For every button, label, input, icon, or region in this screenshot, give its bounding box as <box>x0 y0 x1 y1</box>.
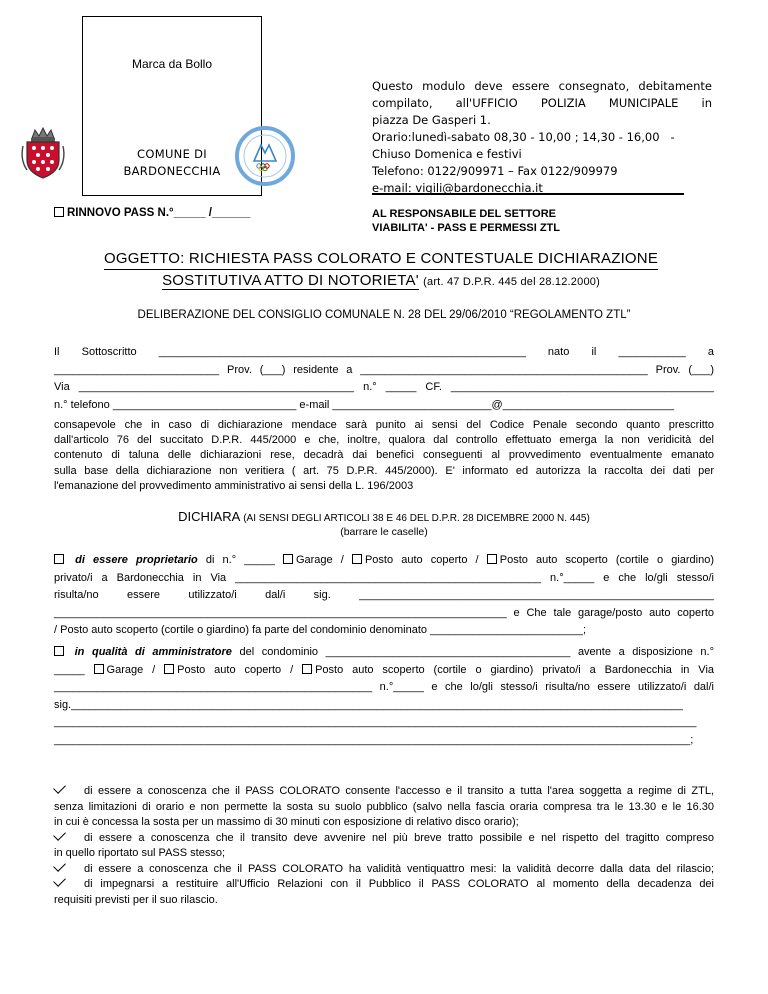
declaration-item <box>54 784 714 800</box>
subject-line2-wrap <box>104 270 658 293</box>
renewal-checkbox[interactable] <box>54 207 64 217</box>
declaration-line: in quello riportato sul PASS stesso; <box>54 847 225 859</box>
owner-line5[interactable]: / Posto auto scoperto (cortile o giardino) fa parte del condominio denominato _________________________; <box>54 624 587 636</box>
owner-line1 <box>54 552 714 570</box>
declaration-item <box>54 862 714 878</box>
owner-uncovered-label: Posto auto scoperto (cortile o giardino) <box>499 554 715 566</box>
info-line: Orario:lunedì-sabato 08,30 - 10,00 ; 14,30 - 16,00 - <box>372 130 675 144</box>
admin-garage-checkbox[interactable] <box>94 664 104 674</box>
owner-section[interactable] <box>54 552 714 640</box>
admin-uncovered-checkbox[interactable] <box>302 664 312 674</box>
declaration-text: di essere a conoscenza che il PASS COLORATO consente l'accesso e il transito a tutta l'area soggetta a regime di ZTL, <box>84 785 714 797</box>
recipient-line2: VIABILITA' - PASS E PERMESSI ZTL <box>372 222 560 234</box>
checkmark-icon <box>53 859 66 872</box>
municipality-line2: BARDONECCHIA <box>123 164 221 178</box>
declares-reference: (AI SENSI DEGLI ARTICOLI 38 E 46 DEL D.P.R. 28 DICEMBRE 2000 N. 445) <box>243 513 590 524</box>
declares-title: DICHIARA <box>178 509 240 524</box>
recipient-line1: AL RESPONSABILE DEL SETTORE <box>372 208 556 220</box>
admin-condominium-field[interactable]: del condominio ________________________________________ avente a disposizione n.° <box>239 646 714 658</box>
admin-uncovered-label: Posto auto scoperto (cortile o giardino) privato/i a Bardonecchia in Via <box>315 663 715 676</box>
owner-line2[interactable]: privato/i a Bardonecchia in Via __________________________________________________ n.°_____ e che lo/gli stesso/i <box>54 571 714 584</box>
admin-covered-checkbox[interactable] <box>164 664 174 674</box>
declarations-list <box>54 784 714 908</box>
declaration-item <box>54 831 714 847</box>
subject-line2: SOSTITUTIVA ATTO DI NOTORIETA' <box>162 272 419 289</box>
form-line[interactable]: Via _____________________________________________ n.° _____ CF. ___________________________________________ <box>54 381 714 393</box>
subject-heading <box>104 248 658 293</box>
owner-line4[interactable]: __________________________________________________________________________ e Che tale garage/posto auto coperto <box>54 606 714 619</box>
admin-line3[interactable]: ____________________________________________________ n.°_____ e che lo/gli stesso/i risulta/no essere utilizzato/i dal/i <box>54 681 714 693</box>
recipient-block <box>372 207 560 235</box>
info-line: piazza De Gasperi 1. <box>372 113 491 127</box>
municipality-line1: COMUNE DI <box>137 147 207 161</box>
admin-garage-label: Garage / <box>106 663 156 676</box>
stamp-label: Marca da Bollo <box>131 57 213 71</box>
deliberation-line: DELIBERAZIONE DEL CONSIGLIO COMUNALE N. 28 DEL 29/06/2010 “REGOLAMENTO ZTL” <box>137 309 631 321</box>
checkmark-icon <box>53 828 66 841</box>
admin-covered-label: Posto auto coperto / <box>177 663 294 676</box>
renewal-label: RINNOVO PASS N.°_____ /______ <box>67 207 251 219</box>
olympic-seal-logo-icon <box>232 125 298 187</box>
info-line: Chiuso Domenica e festivi <box>372 147 522 161</box>
personal-data-form[interactable] <box>54 344 714 414</box>
subject-reference: (art. 47 D.P.R. 445 del 28.12.2000) <box>423 276 600 288</box>
declaration-text: di essere a conoscenza che il PASS COLORATO ha validità ventiquattro mesi: la validità decorre dalla data del rilascio; <box>84 862 714 875</box>
form-line[interactable]: ___________________________ Prov. (___) residente a _______________________________________________ Prov. (___) <box>54 363 714 376</box>
admin-line2 <box>54 662 714 680</box>
declaration-item <box>54 877 714 893</box>
declaration-text: di impegnarsi a restituire all'Ufficio Relazioni con il Pubblico il PASS COLORATO al momento della decadenza dei <box>84 878 714 890</box>
tick-boxes-note: (barrare le caselle) <box>340 526 428 538</box>
info-line: Questo modulo deve essere consegnato, debitamente <box>372 79 712 93</box>
form-line[interactable]: n.° telefono ______________________________ e-mail __________________________@____________________________ <box>54 398 674 411</box>
declaration-text: di essere a conoscenza che il transito deve avvenire nel più breve tratto possibile e nel rispetto del tragitto compreso <box>84 831 714 844</box>
renewal-field[interactable] <box>54 207 250 219</box>
declares-heading <box>0 509 768 524</box>
declaration-line: requisiti previsti per il suo rilascio. <box>54 893 218 906</box>
paragraph-line: sulla base della dichiarazione non veritiera ( art. 75 D.P.R. 445/2000). E' informato ed autorizza la raccolta dei dati per <box>54 464 714 477</box>
paragraph-line: consapevole che in caso di dichiarazione mendace sarà punito ai sensi del Codice Penale secondo quanto prescritto <box>54 419 714 431</box>
declaration-line: in cui è concessa la sosta per un massimo di 30 minuti con esposizione di relativo disco orario); <box>54 816 519 828</box>
subject-line1: OGGETTO: RICHIESTA PASS COLORATO E CONTESTUALE DICHIARAZIONE <box>104 248 658 270</box>
info-line: compilato, all'UFFICIO POLIZIA MUNICIPALE in <box>372 96 712 110</box>
info-line: Telefono: 0122/909971 – Fax 0122/909979 <box>372 164 618 178</box>
admin-line5[interactable]: _________________________________________________________________________________________________________ <box>54 716 697 728</box>
paragraph-line: contenuto di taluna delle dichiarazioni rese, decadrà dai benefici conseguenti al provvedimento eventualmente emanato <box>54 449 714 462</box>
checkmark-icon <box>53 781 66 794</box>
owner-uncovered-checkbox[interactable] <box>487 554 497 564</box>
admin-label: in qualità di amministratore <box>74 646 232 658</box>
paragraph-line: dall'articolo 76 del succitato D.P.R. 445/2000 e che, inoltre, qualora dal controllo effettuato emerga la non veridicità del <box>54 434 714 447</box>
owner-label: di essere proprietario <box>75 554 198 566</box>
owner-covered-checkbox[interactable] <box>352 554 362 564</box>
owner-line3[interactable]: risulta/no essere utilizzato/i dal/i sig. __________________________________________________________ <box>54 589 714 601</box>
owner-count-field[interactable]: di n.° _____ <box>205 554 283 566</box>
admin-line1 <box>54 644 714 662</box>
info-line: e-mail: vigili@bardonecchia.it <box>372 181 543 195</box>
awareness-paragraph <box>54 418 714 494</box>
header-divider <box>372 193 684 195</box>
admin-count-field[interactable]: _____ <box>54 663 94 676</box>
checkmark-icon <box>53 874 66 887</box>
admin-checkbox[interactable] <box>54 646 64 656</box>
owner-checkbox[interactable] <box>54 554 64 564</box>
municipality-name <box>92 146 252 180</box>
declaration-line: senza limitazioni di orario e non permette la sosta su suolo pubblico (salvo nella fascia oraria compresa tra le 13.30 e le 16.30 <box>54 800 714 813</box>
admin-line4[interactable]: sig.____________________________________________________________________________________________________ <box>54 698 683 711</box>
owner-covered-label: Posto auto coperto / <box>364 554 479 566</box>
form-line[interactable]: Il Sottoscritto ____________________________________________________________ nato il ___________ a <box>54 346 714 358</box>
owner-garage-checkbox[interactable] <box>283 554 293 564</box>
admin-line6[interactable]: ________________________________________________________________________________________________________; <box>54 733 694 746</box>
office-info <box>372 78 712 197</box>
administrator-section[interactable] <box>54 644 714 749</box>
paragraph-line: l'emanazione del provvedimento amministrativo ai sensi della L. 196/2003 <box>54 479 414 492</box>
owner-garage-label: Garage / <box>295 554 344 566</box>
coat-of-arms-icon <box>18 126 68 180</box>
